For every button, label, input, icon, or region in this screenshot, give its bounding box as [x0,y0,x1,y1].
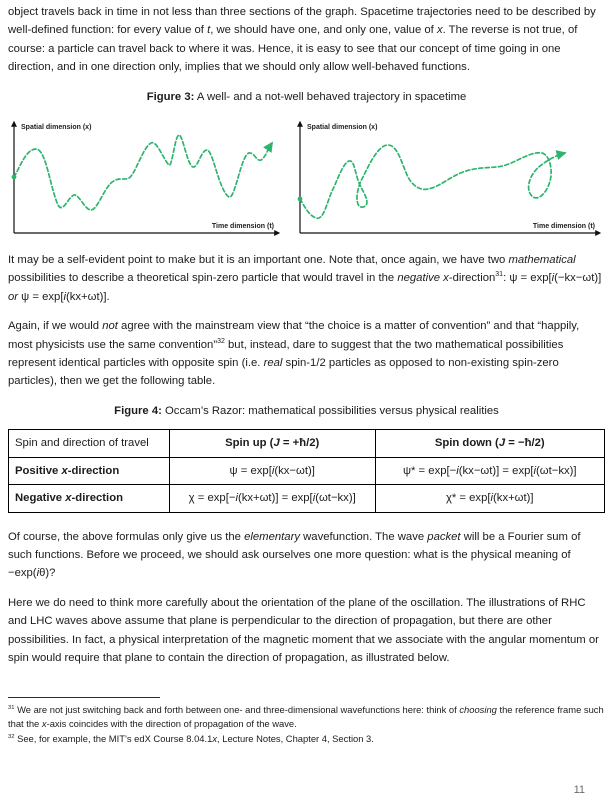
x-axis-label: Time dimension (t) [532,223,595,231]
well-behaved-curve [14,135,272,210]
figure4-caption [8,402,605,420]
cell-positive-spin-up: ψ = exp[i(kx−ωt)] [169,457,375,484]
not-well-behaved-curve [300,145,565,218]
paragraph-4: Of course, the above formulas only give us the elementary wavefunction. The wave packet will be a Fourier sum of such functions. Before we proceed, we should ask ourselves one more question: what is the physical meaning of −exp(iθ)? [8,530,581,580]
table-header-spin-direction: Spin and direction of travel [9,430,170,457]
figure3-label: Figure 3: [146,90,195,103]
footnote-32: $^{32}$ See, for example, the MIT’s edX Course 8.04.1x, Lecture Notes, Chapter 4, Section 3. [8,733,374,745]
cell-negative-spin-up: χ = exp[−i(kx+ωt)] = exp[i(ωt−kx)] [169,485,375,512]
figure3-panels [8,115,605,241]
paragraph-2: It may be a self-evident point to make but it is an important one. Note that, once again, we have two mathematical possibilities to describe a theoretical spin-zero particle that would travel in the negative x-direction$^{31}$: ψ = exp[i(−kx−ωt)] or ψ = exp[i(kx+ωt)]. [8,254,602,303]
y-axis-label: Spatial dimension (x) [21,124,92,132]
figure3-caption-text: A well- and a not-well behaved trajectory in spacetime [194,90,467,103]
x-axis-label: Time dimension (t) [211,223,274,231]
cell-negative-spin-down: χ* = exp[i(kx+ωt)] [375,485,604,512]
footnote-31: $^{31}$ We are not just switching back and forth between one- and three-dimensional wavefunctions here: think of choosing the reference frame such that the x-axis coincides with the direction of propagation of the wave. [8,704,604,730]
footnote-divider [8,697,160,698]
row-label-negative-x: Negative x-direction [9,485,170,512]
chart-well-behaved-trajectory [8,115,284,241]
table-header-spin-down: Spin down (J = −ħ/2) [375,430,604,457]
table-header-spin-up: Spin up (J = +ħ/2) [169,430,375,457]
figure3-caption [8,88,605,106]
page-number: 11 [573,784,585,797]
table-row-positive-x [9,457,605,484]
chart-not-well-behaved-trajectory [294,115,605,241]
figure4-caption-text: Occam’s Razor: mathematical possibilities versus physical realities [161,404,499,417]
figure4-label: Figure 4: [114,404,162,417]
paragraph-3: Again, if we would not agree with the mainstream view that “the choice is a matter of convention” and that “happily, most physicists use the same convention”$^{32}$ but, instead, dare to suggest that the two mathematical possibilities represent identical particles with opposite spin (i.e. real spin-1/2 particles as opposed to non-existing spin-zero particles), then we get the following table. [8,320,580,388]
row-label-positive-x: Positive x-direction [9,457,170,484]
paragraph-1: object travels back in time in not less than three sections of the graph. Spacetime trajectories need to be described by well-defined function: for every value of t, we should have one, and only one, value of x. The reverse is not true, of course: a particle can travel back to where it was. Hence, it is easy to see that our concept of time going in one direction, and in one direction only, implies that we should only allow well-behaved functions. [8,6,596,74]
cell-positive-spin-down: ψ* = exp[−i(kx−ωt)] = exp[i(ωt−kx)] [375,457,604,484]
paragraph-5: Here we do need to think more carefully about the orientation of the plane of the oscillation. The illustrations of RHC and LHC waves above assume that plane is perpendicular to the direction of propagation, but there are other possibilities. In fact, a physical interpretation of the magnetic moment that we associate with the angular momentum or spin would require that plane to contain the direction of propagation, as illustrated below. [8,596,599,664]
table-row-negative-x [9,485,605,512]
table-header-row [9,430,605,457]
figure4-table [8,429,605,512]
y-axis-label: Spatial dimension (x) [307,124,378,132]
